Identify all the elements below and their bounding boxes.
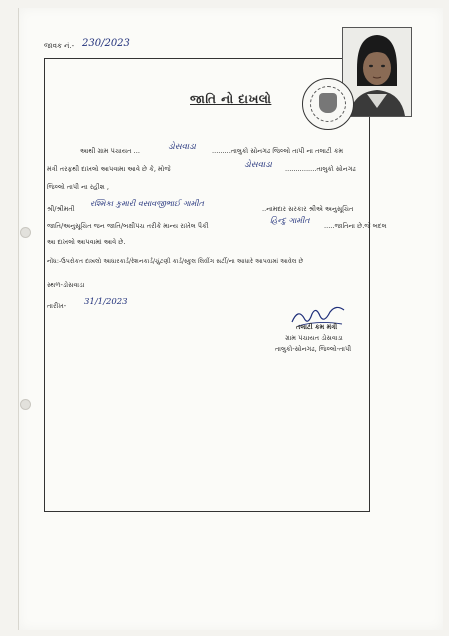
date-value: 31/1/2023 — [84, 297, 128, 307]
body-line4-a: શ્રી/શ્રીમતી — [47, 205, 75, 213]
body-line1-b: .........તાલુકો સોનગઢ જિલ્લો તાપી ના તલાટી કમ — [212, 147, 344, 155]
body-line4-b: ..નામદાર સરકાર શ્રીએ અનુસૂચિત — [262, 205, 354, 213]
body-line2-a: મંત્રી તરફથી દાખલો આપવામા આવે છે કે, મોજે — [47, 165, 171, 173]
date-label: તારીખ- — [47, 302, 67, 310]
village-name-2: ડોસવાડા — [244, 160, 272, 170]
applicant-name: રશ્મિકા કુમારી વસાવજીભાઈ ગામીત — [90, 199, 204, 208]
body-line1-a: આથી ગ્રામ પંચાયત ... — [80, 147, 140, 155]
panchayat-seal — [302, 78, 354, 130]
body-line6: આ દાખલો આપવામાં આવે છે. — [47, 238, 126, 246]
place: સ્થળ-ડોસવાડા — [47, 281, 85, 289]
inward-label: જાવક નં.- — [44, 42, 75, 50]
village-name-1: ડોસવાડા — [168, 142, 196, 152]
signatory-title: તલાટી કમ મંત્રી — [296, 323, 338, 331]
note: નોંધ:-ઉપરોકત દાખલો આધારકાર્ડ/રેશનકાર્ડ/ચુંટણી કાર્ડ/સ્કુલ લિવીંગ સર્ટી/ના આધારે આપવામાં આવેલ છે — [47, 258, 304, 265]
signatory-line1: ગ્રામ પંચાયત ડોસવાડા — [285, 334, 343, 342]
certificate-title: જાતિ નો દાખલો — [190, 92, 272, 106]
body-line2-b: ...............તાલુકો સોનગઢ — [285, 165, 356, 173]
body-line3: જિલ્લો તાપી ના રહીશ , — [47, 183, 110, 191]
signatory-line2: તાલુકો-સોનગઢ, જિલ્લો-તાપી — [275, 345, 352, 353]
punch-hole — [20, 227, 31, 238]
punch-hole — [20, 399, 31, 410]
body-line5-b: .....જાતિના છે.જે બદલ — [324, 222, 387, 230]
inward-number: 230/2023 — [82, 38, 130, 49]
body-line5-a: જાતિ/અનુસૂચિત જન જાતિ/બક્ષીપંચ તરીકે માન્ય રાખેલ પૈકી — [47, 222, 209, 230]
caste-name: હિન્દુ ગામીત — [270, 216, 310, 225]
